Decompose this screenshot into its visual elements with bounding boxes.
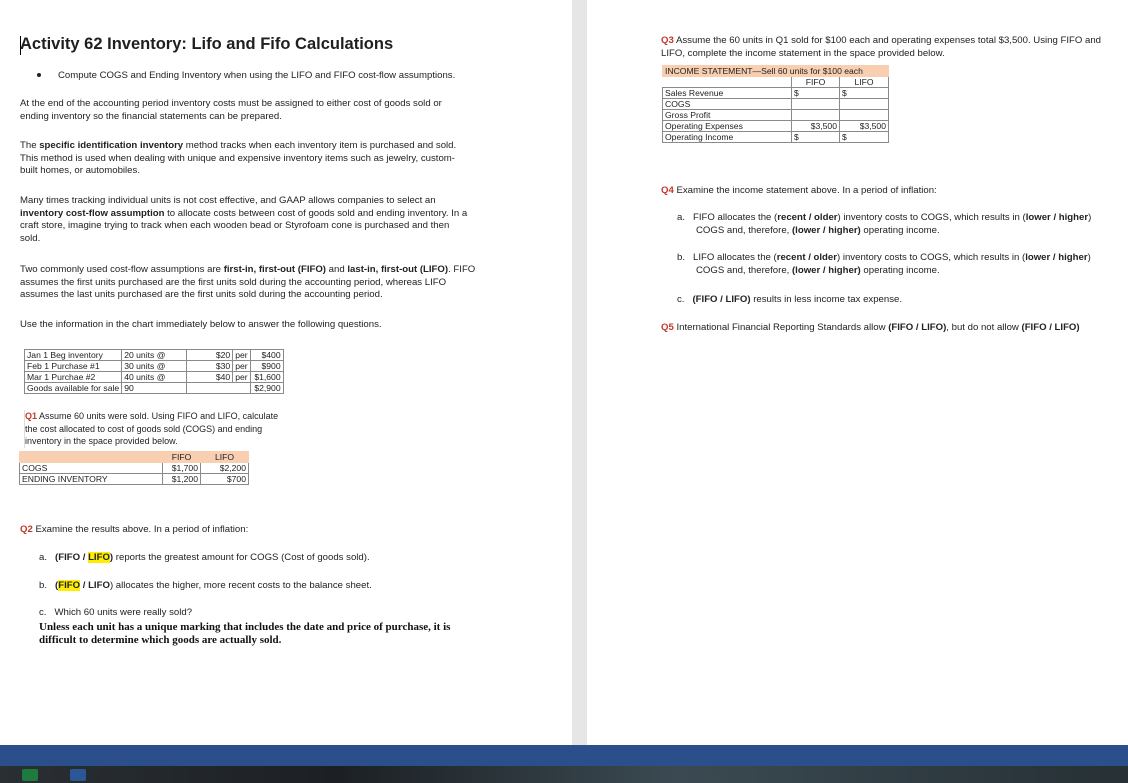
highlighted-answer: FIFO [58,580,81,591]
text-run: Assume the 60 units in Q1 sold for $100 each and operating expenses total $3,500. Using FIFO and [673,35,1102,46]
cell: 90 [122,383,187,394]
text-run-bold: first-in, first-out (FIFO) [223,264,327,275]
text-run-bold: / LIFO [80,580,110,591]
text-run: operating income. [860,224,940,236]
q1-answer-table [19,451,249,485]
text-run: . FIFO [448,264,476,275]
paragraph-2-line: built homes, or automobiles. [20,165,140,176]
table-row [663,88,889,99]
text-run-bold: recent / older [776,252,837,263]
q4c-item [677,294,902,307]
table-row [663,110,889,121]
paragraph-4 [20,264,475,302]
answer-cell[interactable]: $ [792,132,840,143]
cell: $400 [250,350,283,361]
cell: $2,900 [250,383,283,394]
q1-line: the cost allocated to cost of goods sold (COGS) and ending [25,423,263,434]
cell: Operating Expenses [663,121,792,132]
text-run-bold: ( [55,580,59,591]
bullet-icon [37,73,41,77]
table-row [663,121,889,132]
table-title: INCOME STATEMENT—Sell 60 units for $100 each [663,66,889,77]
excel-app-icon[interactable] [22,769,38,781]
text-run: International Financial Reporting Standards allow [673,322,889,333]
text-run: ) [1088,212,1092,223]
cell [233,383,250,394]
table-row [663,66,889,77]
q4-intro [661,185,937,198]
cell: $900 [250,361,283,372]
table-row [25,383,284,394]
answer-cell[interactable]: $1,700 [163,463,201,474]
answer-cell[interactable]: $3,500 [792,121,840,132]
answer-cell[interactable] [792,110,840,121]
paragraph-5: Use the information in the chart immediately below to answer the following questions. [20,319,382,330]
document-page-left [0,0,572,745]
word-app-icon[interactable] [70,769,86,781]
table-row [25,350,284,361]
list-letter: a. [677,212,686,223]
cell: per [233,350,250,361]
text-run: COGS and, therefore, [696,224,792,236]
list-letter: a. [39,552,48,563]
list-letter: b. [39,580,48,591]
document-page-right [587,0,1128,745]
paragraph-2-line: This method is used when dealing with unique and expensive inventory items such as jewelry, custom- [20,152,455,164]
q3-line: LIFO, complete the income statement in the space provided below. [661,47,945,59]
question-tag: Q1 [25,411,38,421]
text-run: Assume 60 units were sold. Using FIFO and LIFO, calculate [37,411,279,421]
income-statement-table [662,65,889,143]
answer-cell[interactable]: $1,200 [163,474,201,485]
column-header: FIFO [163,452,201,463]
answer-cell[interactable]: $3,500 [840,121,889,132]
text-run: method tracks when each inventory item is purchased and sold. [183,140,457,151]
taskbar-strip [0,766,1128,783]
q1-line [25,410,310,423]
text-run-bold: specific identification inventory [39,140,184,151]
question-tag: Q3 [661,35,674,46]
answer-cell[interactable] [792,99,840,110]
paragraph-3-line: Many times tracking individual units is not cost effective, and GAAP allows companies to select an [20,195,436,206]
q3-prompt [661,35,1101,60]
paragraph-1-line: ending inventory so the financial statements can be prepared. [20,110,282,122]
paragraph-3-line: sold. [20,232,41,244]
answer-cell[interactable] [840,110,889,121]
cell: COGS [20,463,163,474]
text-run: reports the greatest amount for COGS (Cost of goods sold). [113,552,370,563]
paragraph-2 [20,140,456,178]
q3-line [661,35,1101,48]
text-run: and [326,264,348,275]
paragraph-3-line: craft store, imagine trying to track when each wooden bead or Styrofoam cone is purchased and then [20,220,450,231]
cell: per [233,372,250,383]
column-header: LIFO [201,452,249,463]
objective-bullet: Compute COGS and Ending Inventory when using the LIFO and FIFO cost-flow assumptions. [58,70,456,81]
text-run: results in less income tax expense. [750,294,903,305]
q4b-line [677,252,1091,265]
text-run-bold: lower / higher [1025,212,1089,223]
page-title: Activity 62 Inventory: Lifo and Fifo Calculations [20,35,394,53]
q2a-item [39,552,370,565]
text-run-bold: last-in, first-out (LIFO) [347,264,449,275]
text-run: ) [1087,252,1091,263]
highlighted-answer: LIFO [88,552,110,563]
text-run: LIFO allocates the ( [693,252,777,263]
text-run-bold: inventory cost-flow assumption [20,207,165,219]
cell: $20 [187,350,233,361]
answer-cell[interactable]: $700 [201,474,249,485]
text-run: operating income. [860,264,940,276]
cell: Feb 1 Purchase #1 [25,361,122,372]
paragraph-3 [20,195,467,245]
column-header: LIFO [840,77,889,88]
table-row [25,372,284,383]
cell: Operating Income [663,132,792,143]
text-run: Two commonly used cost-flow assumptions are [20,264,224,275]
q2-intro [20,524,248,537]
answer-cell[interactable]: $ [840,132,889,143]
taskbar [0,745,1128,783]
cell [187,383,233,394]
paragraph-4-line: assumes the first units purchased are the first units sold during the accounting period, whereas LIFO [20,276,447,288]
text-run-bold: (lower / higher) [791,224,861,236]
cell: Mar 1 Purchae #2 [25,372,122,383]
paragraph-4-line [20,264,475,277]
text-run: Examine the income statement above. In a period of inflation: [673,185,937,196]
paragraph-1-line: At the end of the accounting period inventory costs must be assigned to either cost of goods sold or [20,98,442,109]
cell [20,452,163,463]
cell: $40 [187,372,233,383]
paragraph-1 [20,98,442,123]
text-run-bold: recent / older [777,212,838,223]
cell: per [233,361,250,372]
table-row [663,77,889,88]
cell: Jan 1 Beg inventory [25,350,122,361]
text-run: The [20,140,40,151]
table-row [20,452,249,463]
question-tag: Q2 [20,524,33,535]
cell: Goods available for sale [25,383,122,394]
cell: ENDING INVENTORY [20,474,163,485]
table-row [25,361,284,372]
text-run-bold: lower / higher [1025,252,1088,263]
table-row [663,132,889,143]
q4b-line [677,265,1091,278]
column-header: FIFO [792,77,840,88]
text-run-bold: (FIFO / [55,552,89,563]
paragraph-2-line [20,140,456,153]
cell: 40 units @ [122,372,187,383]
question-tag: Q5 [661,322,674,333]
answer-cell[interactable]: $ [792,88,840,99]
cell [663,77,792,88]
q1-line: inventory in the space provided below. [25,436,178,446]
text-run: ) inventory costs to COGS, which results in ( [837,212,1026,223]
q2b-item [39,580,372,593]
text-run: FIFO allocates the ( [693,212,778,223]
text-run: , but do not allow [946,322,1022,333]
q4a-line [677,225,1091,238]
text-run-bold: (lower / higher) [791,264,861,276]
cell: Gross Profit [663,110,792,121]
table-row [20,474,249,485]
q2c-answer [39,621,450,647]
answer-cell[interactable]: $ [840,88,889,99]
answer-cell[interactable] [840,99,889,110]
q4b-item [677,252,1091,277]
answer-line: difficult to determine which goods are actually sold. [39,634,282,646]
q2c-item [39,607,192,620]
paragraph-3-line [20,208,467,221]
text-run-bold: ) [109,552,114,563]
answer-line: Unless each unit has a unique marking that includes the date and price of purchase, it is [39,621,451,633]
text-run: ) allocates the higher, more recent costs to the balance sheet. [109,580,372,591]
q4a-item [677,212,1091,237]
text-run: ) inventory costs to COGS, which results in ( [836,252,1026,263]
q5-prompt [661,322,1080,335]
list-letter: b. [677,252,686,263]
list-letter: c. [39,607,47,618]
q1-prompt [24,410,310,448]
list-letter: c. [677,294,685,305]
cell: $30 [187,361,233,372]
text-run-bold: (FIFO / LIFO) [692,294,751,305]
text-run-bold: (FIFO / LIFO) [888,322,947,333]
question-tag: Q4 [661,185,674,196]
cell: $1,600 [250,372,283,383]
cell: COGS [663,99,792,110]
text-run: Examine the results above. In a period of inflation: [32,524,249,535]
table-row [20,463,249,474]
q4a-line [677,212,1091,225]
answer-cell[interactable]: $2,200 [201,463,249,474]
cell: Sales Revenue [663,88,792,99]
cell: 20 units @ [122,350,187,361]
text-run-bold: (FIFO / LIFO) [1021,322,1080,333]
text-run: Which 60 units were really sold? [54,607,193,618]
text-run: to allocate costs between cost of goods sold and ending inventory. In a [164,207,468,219]
paragraph-4-line: assumes the last units purchased are the first units sold during the accounting period. [20,289,383,300]
table-row [663,99,889,110]
cell: 30 units @ [122,361,187,372]
text-run: COGS and, therefore, [696,264,792,276]
inventory-table [24,349,284,394]
